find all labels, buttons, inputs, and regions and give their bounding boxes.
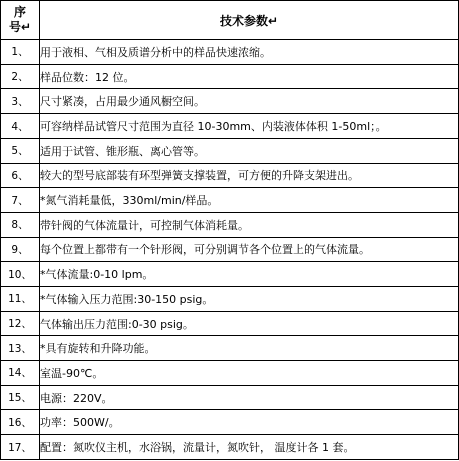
row-number: 7、	[1, 188, 40, 213]
row-number: 9、	[1, 237, 40, 262]
table-row	[1, 40, 459, 65]
row-description: *具有旋转和升降功能。	[40, 336, 459, 361]
table-row	[1, 361, 459, 386]
table-row	[1, 385, 459, 410]
row-number: 1、	[1, 40, 40, 65]
row-number: 6、	[1, 163, 40, 188]
row-number: 17、	[1, 435, 40, 460]
row-number: 3、	[1, 89, 40, 114]
row-number: 2、	[1, 64, 40, 89]
row-number: 14、	[1, 361, 40, 386]
row-number: 10、	[1, 262, 40, 287]
table-row	[1, 212, 459, 237]
row-number: 12、	[1, 311, 40, 336]
table-row	[1, 262, 459, 287]
row-description: 带针阀的气体流量计，可控制气体消耗量。	[40, 212, 459, 237]
table-row	[1, 336, 459, 361]
row-number: 15、	[1, 385, 40, 410]
table-row	[1, 163, 459, 188]
table-row	[1, 435, 459, 460]
row-description: 电源：220V。	[40, 385, 459, 410]
table-row	[1, 89, 459, 114]
header-tech-params: 技术参数↵	[40, 1, 459, 40]
row-description: 气体输出压力范围:0-30 psig。	[40, 311, 459, 336]
row-description: 每个位置上都带有一个针形阀，可分别调节各个位置上的气体流量。	[40, 237, 459, 262]
row-description: *气体输入压力范围:30-150 psig。	[40, 286, 459, 311]
row-number: 13、	[1, 336, 40, 361]
row-number: 4、	[1, 114, 40, 139]
table-row	[1, 114, 459, 139]
row-description: 适用于试管、锥形瓶、离心管等。	[40, 138, 459, 163]
row-description: *气体流量:0-10 lpm。	[40, 262, 459, 287]
header-serial-number	[1, 1, 40, 40]
row-description: 功率：500W/。	[40, 410, 459, 435]
row-number: 11、	[1, 286, 40, 311]
table-row	[1, 286, 459, 311]
row-description: 室温-90℃。	[40, 361, 459, 386]
header-serial-line1: 序	[13, 5, 26, 20]
table-row	[1, 188, 459, 213]
table-row	[1, 237, 459, 262]
row-description: 尺寸紧凑，占用最少通风橱空间。	[40, 89, 459, 114]
table-row	[1, 64, 459, 89]
row-description: 可容纳样品试管尺寸范围为直径 10-30mm、内装液体体积 1-50ml；。	[40, 114, 459, 139]
table-row	[1, 311, 459, 336]
row-number: 8、	[1, 212, 40, 237]
row-description: 较大的型号底部装有环型弹簧支撑装置，可方便的升降支架进出。	[40, 163, 459, 188]
table-row	[1, 410, 459, 435]
row-description: *氮气消耗量低，330ml/min/样品。	[40, 188, 459, 213]
header-serial-line2: 号↵	[8, 20, 32, 35]
table-header-row	[1, 1, 459, 40]
row-description: 样品位数：12 位。	[40, 64, 459, 89]
table-row	[1, 138, 459, 163]
row-number: 5、	[1, 138, 40, 163]
row-number: 16、	[1, 410, 40, 435]
row-description: 配置：氮吹仪主机，水浴锅，流量计，氮吹针， 温度计各 1 套。	[40, 435, 459, 460]
row-description: 用于液相、气相及质谱分析中的样品快速浓缩。	[40, 40, 459, 65]
